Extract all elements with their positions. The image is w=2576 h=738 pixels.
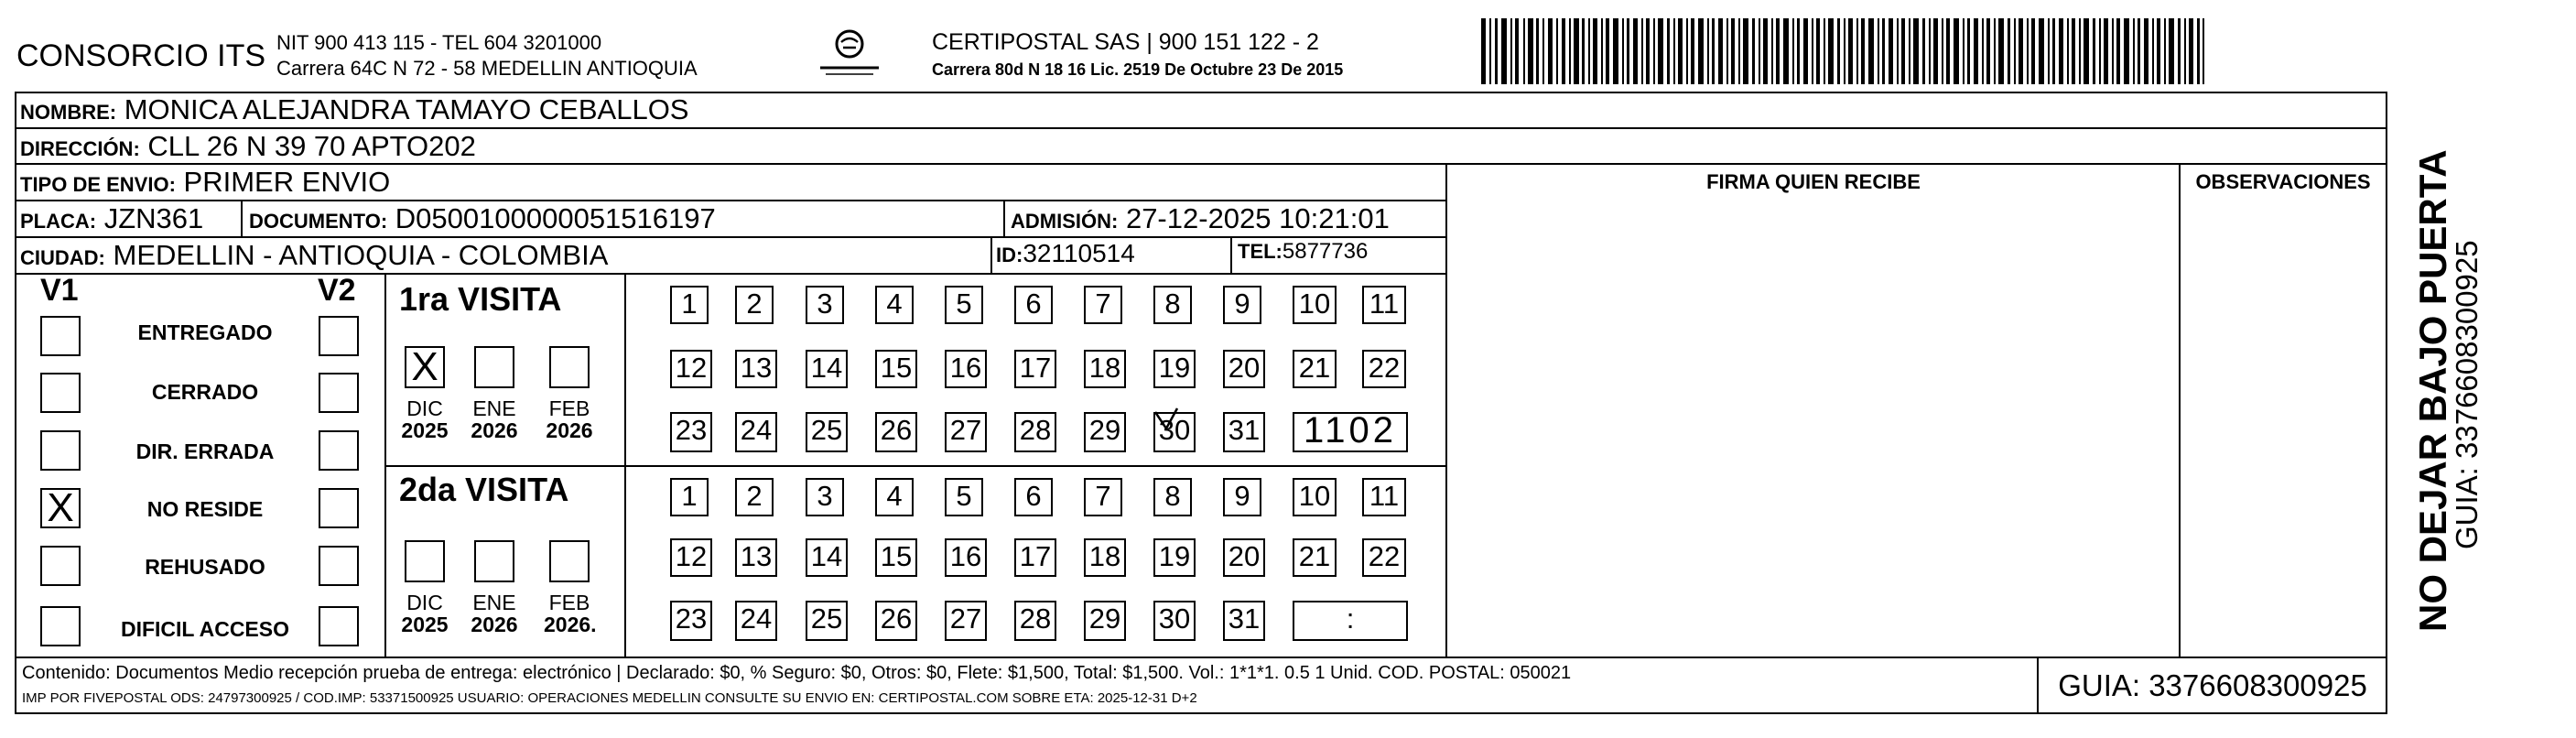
status-entregado: ENTREGADO [137, 320, 273, 344]
visit2-day[interactable]: 19 [1153, 538, 1196, 577]
visit2-day[interactable]: 16 [945, 538, 987, 577]
visit1-day[interactable]: 16 [945, 350, 987, 388]
visit1-day-marked[interactable] [1153, 412, 1196, 452]
visit1-title: 1ra VISITA [399, 280, 562, 318]
visit1-day[interactable]: 25 [806, 412, 848, 452]
plate-row [20, 202, 203, 235]
v2-cerrado-checkbox[interactable] [319, 373, 359, 413]
visit2-day[interactable]: 6 [1014, 478, 1053, 516]
visit1-day[interactable]: 29 [1084, 412, 1126, 452]
visit1-day[interactable]: 9 [1223, 286, 1261, 324]
visit2-day[interactable]: 10 [1293, 478, 1337, 516]
visit2-day[interactable]: 8 [1153, 478, 1192, 516]
tel-label: TEL: [1238, 240, 1283, 263]
shipment-type-label: TIPO DE ENVIO: [20, 173, 176, 196]
visit1-day[interactable]: 8 [1153, 286, 1192, 324]
admission-label: ADMISIÓN: [1011, 210, 1119, 233]
visit2-day[interactable]: 22 [1362, 538, 1406, 577]
visit1-day[interactable]: 10 [1293, 286, 1337, 324]
v2-dificil-acceso-checkbox[interactable] [319, 606, 359, 646]
visit2-day[interactable]: 11 [1362, 478, 1406, 516]
visit1-day[interactable]: 11 [1362, 286, 1406, 324]
status-cerrado: CERRADO [151, 380, 259, 404]
side-warning: NO DEJAR BAJO PUERTA [2411, 149, 2454, 632]
tel-row [1238, 239, 1368, 265]
no-reside-mark: X [47, 485, 74, 530]
visit1-day[interactable]: 15 [875, 350, 917, 388]
visit1-day[interactable]: 18 [1084, 350, 1126, 388]
visit1-day[interactable]: 5 [945, 286, 983, 324]
status-dificil-acceso: DIFICIL ACCESO [120, 617, 289, 641]
visit1-day-30: 30 [1158, 414, 1191, 446]
visit2-ene-checkbox[interactable] [474, 540, 514, 582]
visit1-dic-mark: X [411, 344, 438, 389]
status-rehusado: REHUSADO [145, 555, 265, 579]
v1-no-reside-checkbox[interactable] [40, 485, 81, 530]
visit1-day[interactable]: 3 [806, 286, 844, 324]
visit1-time-box[interactable] [1293, 412, 1408, 452]
visit1-day[interactable]: 17 [1014, 350, 1056, 388]
company-name: CONSORCIO ITS [16, 38, 266, 73]
visit2-time-box[interactable]: : [1293, 601, 1408, 641]
visit2-day[interactable]: 1 [670, 478, 709, 516]
visit1-month-dic: DIC 2025 [401, 396, 449, 442]
visit2-day[interactable]: 4 [875, 478, 914, 516]
city-value: MEDELLIN - ANTIOQUIA - COLOMBIA [113, 239, 609, 271]
status-dir-errada: DIR. ERRADA [135, 440, 275, 463]
v1-entregado-checkbox[interactable] [40, 316, 81, 356]
visit2-day[interactable]: 13 [735, 538, 777, 577]
tel-value: 5877736 [1282, 239, 1369, 264]
recipient-name-row [20, 93, 688, 126]
visit2-day[interactable]: 27 [945, 601, 987, 641]
shipment-type-row [20, 166, 390, 199]
document-row [249, 202, 716, 235]
v2-no-reside-checkbox[interactable] [319, 488, 359, 528]
visit2-day[interactable]: 30 [1153, 601, 1196, 641]
id-label: ID: [996, 244, 1023, 266]
day-check-icon [1150, 405, 1186, 441]
visit2-day[interactable]: 24 [735, 601, 777, 641]
visit1-day[interactable]: 23 [670, 412, 712, 452]
visit1-month-feb: FEB 2026 [546, 396, 593, 442]
barcode [1481, 18, 2204, 84]
id-row [996, 239, 1135, 268]
visit2-day[interactable]: 17 [1014, 538, 1056, 577]
visit1-day[interactable]: 24 [735, 412, 777, 452]
visit2-day[interactable]: 18 [1084, 538, 1126, 577]
visit1-time-value: 1102 [1303, 410, 1397, 450]
name-label: NOMBRE: [20, 101, 117, 124]
visit1-day[interactable]: 26 [875, 412, 917, 452]
visit1-ene-checkbox[interactable] [474, 346, 514, 388]
visit2-day[interactable]: 29 [1084, 601, 1126, 641]
visit2-day[interactable]: 5 [945, 478, 983, 516]
visit2-month-dic: DIC 2025 [401, 591, 449, 636]
certipostal-logo [813, 26, 886, 82]
visit2-feb-checkbox[interactable] [549, 540, 590, 582]
recipient-address: CLL 26 N 39 70 APTO202 [147, 130, 476, 162]
visit1-month-ene: ENE 2026 [471, 396, 518, 442]
shipment-type: PRIMER ENVIO [183, 166, 391, 198]
observations-header: OBSERVACIONES [2195, 170, 2371, 193]
address-label: DIRECCIÓN: [20, 137, 140, 160]
visit2-day[interactable]: 2 [735, 478, 774, 516]
visit2-dic-checkbox[interactable] [405, 540, 445, 582]
visit1-day[interactable]: 12 [670, 350, 712, 388]
visit2-day[interactable]: 25 [806, 601, 848, 641]
visit2-day[interactable]: 26 [875, 601, 917, 641]
visit1-day[interactable]: 2 [735, 286, 774, 324]
visit1-day[interactable]: 21 [1293, 350, 1337, 388]
carrier-license: Carrera 80d N 18 16 Lic. 2519 De Octubre 23 De 2015 [932, 60, 1344, 79]
visit2-day[interactable]: 9 [1223, 478, 1261, 516]
visit2-month-ene: ENE 2026 [471, 591, 518, 636]
v2-entregado-checkbox[interactable] [319, 316, 359, 356]
visit2-day[interactable]: 15 [875, 538, 917, 577]
visit2-day[interactable]: 12 [670, 538, 712, 577]
visit1-day[interactable]: 27 [945, 412, 987, 452]
plate-value: JZN361 [103, 202, 204, 234]
visit1-day[interactable]: 6 [1014, 286, 1053, 324]
city-label: CIUDAD: [20, 246, 105, 269]
visit1-day[interactable]: 4 [875, 286, 914, 324]
visit1-day[interactable]: 1 [670, 286, 709, 324]
visit2-day[interactable]: 31 [1223, 601, 1265, 641]
v1-dificil-acceso-checkbox[interactable] [40, 606, 81, 646]
city-row [20, 239, 608, 272]
visit1-dic-checkbox[interactable] [405, 346, 445, 388]
visit2-day[interactable]: 23 [670, 601, 712, 641]
id-value: 32110514 [1023, 239, 1135, 267]
v2-rehusado-checkbox[interactable] [319, 546, 359, 586]
imp-line: IMP POR FIVEPOSTAL ODS: 24797300925 / COD.IMP: 53371500925 USUARIO: OPERACIONES MEDELLIN CONSULTE SU ENVIO EN: CERTIPOSTAL.COM SOBRE ETA: 2025-12-31 D+2 [22, 690, 1197, 706]
visit2-day[interactable]: 21 [1293, 538, 1337, 577]
visit1-day[interactable]: 19 [1153, 350, 1196, 388]
visit2-month-feb: FEB 2026. [544, 591, 597, 636]
visit1-day[interactable]: 31 [1223, 412, 1265, 452]
visit1-day[interactable]: 28 [1014, 412, 1056, 452]
carrier-info: CERTIPOSTAL SAS | 900 151 122 - 2 [932, 29, 1319, 55]
visit2-day[interactable]: 28 [1014, 601, 1056, 641]
visit1-day[interactable]: 20 [1223, 350, 1265, 388]
admission-row [1011, 202, 1390, 235]
visit1-day[interactable]: 14 [806, 350, 848, 388]
visit2-day[interactable]: 14 [806, 538, 848, 577]
visit2-title: 2da VISITA [399, 471, 569, 508]
visit1-day[interactable]: 13 [735, 350, 777, 388]
footer-guia: GUIA: 3376608300925 [2058, 668, 2367, 702]
recipient-address-row [20, 130, 476, 163]
v2-label: V2 [318, 273, 356, 308]
visit1-day[interactable]: 7 [1084, 286, 1122, 324]
v1-dir-errada-checkbox[interactable] [40, 430, 81, 471]
document-value: D0500100000051516197 [395, 202, 716, 234]
signature-header: FIRMA QUIEN RECIBE [1706, 170, 1921, 193]
v1-rehusado-checkbox[interactable] [40, 546, 81, 586]
content-line: Contenido: Documentos Medio recepción prueba de entrega: electrónico | Declarado: $0, % Seguro: $0, Otros: $0, Flete: $1,500, Total: $1,500. Vol.: 1*1*1. 0.5 1 Unid. COD. POSTAL: 050021 [22, 663, 1572, 683]
v1-label: V1 [40, 273, 79, 308]
company-nit: NIT 900 413 115 - TEL 604 3201000 [276, 31, 602, 54]
side-guia: GUIA: 3376608300925 [2450, 240, 2484, 549]
visit1-day[interactable]: 22 [1362, 350, 1406, 388]
v2-dir-errada-checkbox[interactable] [319, 430, 359, 471]
status-no-reside: NO RESIDE [146, 497, 264, 521]
visit1-feb-checkbox[interactable] [549, 346, 590, 388]
admission-value: 27-12-2025 10:21:01 [1125, 202, 1390, 234]
visit2-day[interactable]: 20 [1223, 538, 1265, 577]
visit2-day[interactable]: 7 [1084, 478, 1122, 516]
document-label: DOCUMENTO: [249, 210, 388, 233]
recipient-name: MONICA ALEJANDRA TAMAYO CEBALLOS [124, 93, 689, 125]
company-address: Carrera 64C N 72 - 58 MEDELLIN ANTIOQUIA [276, 57, 698, 80]
visit2-day[interactable]: 3 [806, 478, 844, 516]
v1-cerrado-checkbox[interactable] [40, 373, 81, 413]
plate-label: PLACA: [20, 210, 97, 233]
